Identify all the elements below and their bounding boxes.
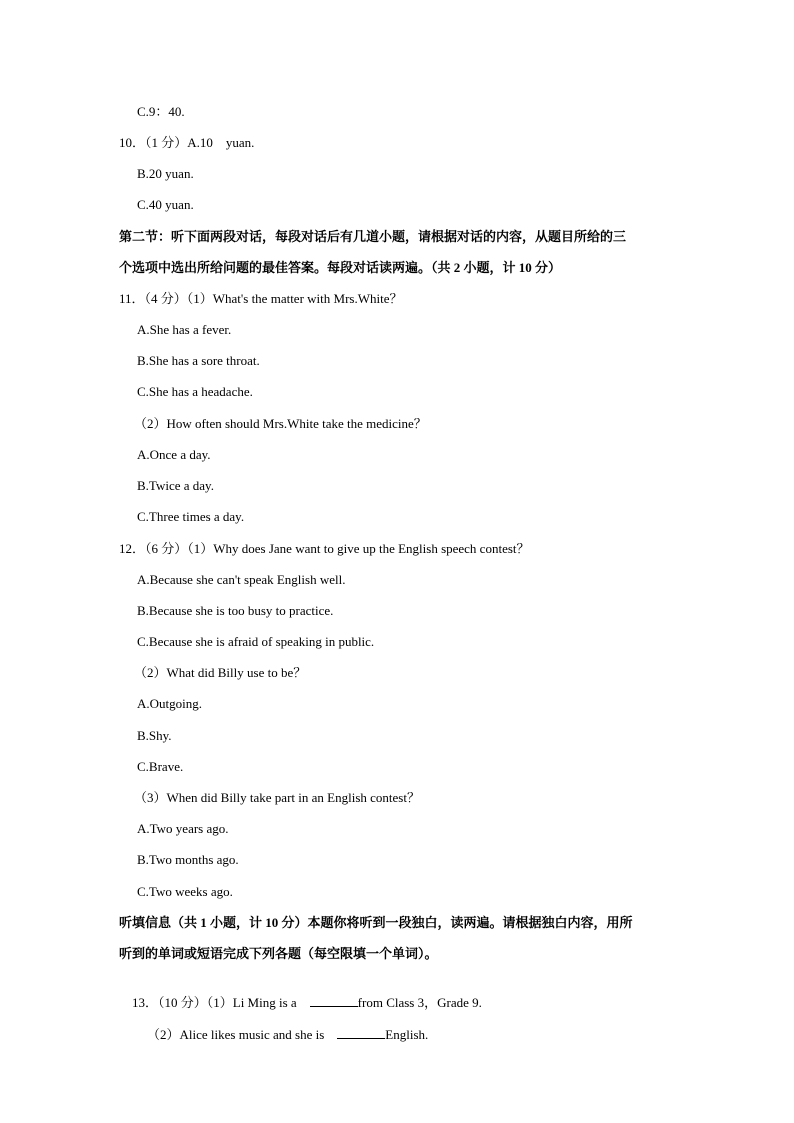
section3-instruction-line2: 听到的单词或短语完成下列各题（每空限填一个单词）。 (119, 946, 438, 961)
q12-sub3-option-b: B.Two months ago. (137, 852, 239, 867)
section2-instruction-line2: 个选项中选出所给问题的最佳答案。每段对话读两遍。（共 2 小题，计 10 分） (119, 260, 562, 275)
q12-sub3-option-c: C.Two weeks ago. (137, 884, 233, 899)
q10-option-b: B.20 yuan. (137, 166, 194, 181)
q12-option-c: C.Because she is afraid of speaking in public. (137, 634, 375, 649)
q12-sub3-stem: （3）When did Billy take part in an English contest？ (134, 790, 420, 805)
q11-option-a: A.She has a fever. (137, 322, 232, 337)
q12-stem: 12．（6 分）（1）Why does Jane want to give up the English speech contest？ (119, 541, 530, 556)
q11-option-b: B.She has a sore throat. (137, 353, 260, 368)
q12-sub2-stem: （2）What did Billy use to be？ (134, 665, 307, 680)
section2-instruction-line1: 第二节：听下面两段对话，每段对话后有几道小题，请根据对话的内容，从题目所给的三 (119, 229, 627, 244)
q13-answer-blank-2[interactable] (337, 1026, 385, 1039)
q11-sub2-option-c: C.Three times a day. (137, 509, 245, 524)
q11-sub2-option-b: B.Twice a day. (137, 478, 214, 493)
q13-sub2-text: （2）Alice likes music and she is (147, 1027, 338, 1042)
q12-sub2-option-b: B.Shy. (137, 728, 172, 743)
q12-option-b: B.Because she is too busy to practice. (137, 603, 334, 618)
q12-sub2-option-a: A.Outgoing. (137, 696, 202, 711)
q12-option-a: A.Because she can't speak English well. (137, 572, 346, 587)
q9-option-c: C.9：40. (137, 104, 185, 119)
q10-option-c: C.40 yuan. (137, 197, 194, 212)
q13-stem-text-end: from Class 3，Grade 9. (357, 995, 482, 1010)
q11-option-c: C.She has a headache. (137, 384, 253, 399)
section3-instruction-line1: 听填信息（共 1 小题，计 10 分）本题你将听到一段独白，读两遍。请根据独白内容，用所 (119, 915, 633, 930)
q11-stem: 11．（4 分）（1）What's the matter with Mrs.White？ (119, 291, 403, 306)
q13-sub2-text-end: English. (385, 1027, 429, 1042)
q11-sub2-option-a: A.Once a day. (137, 447, 211, 462)
q13-answer-blank-1[interactable] (310, 994, 358, 1007)
q13-stem-text: 13．（10 分）（1）Li Ming is a (132, 995, 310, 1010)
q11-sub2-stem: （2）How often should Mrs.White take the medicine？ (134, 416, 427, 431)
q10-stem: 10．（1 分）A.10 yuan. (119, 135, 255, 150)
q12-sub2-option-c: C.Brave. (137, 759, 184, 774)
q12-sub3-option-a: A.Two years ago. (137, 821, 229, 836)
q13-sub2-stem (134, 1008, 428, 1062)
